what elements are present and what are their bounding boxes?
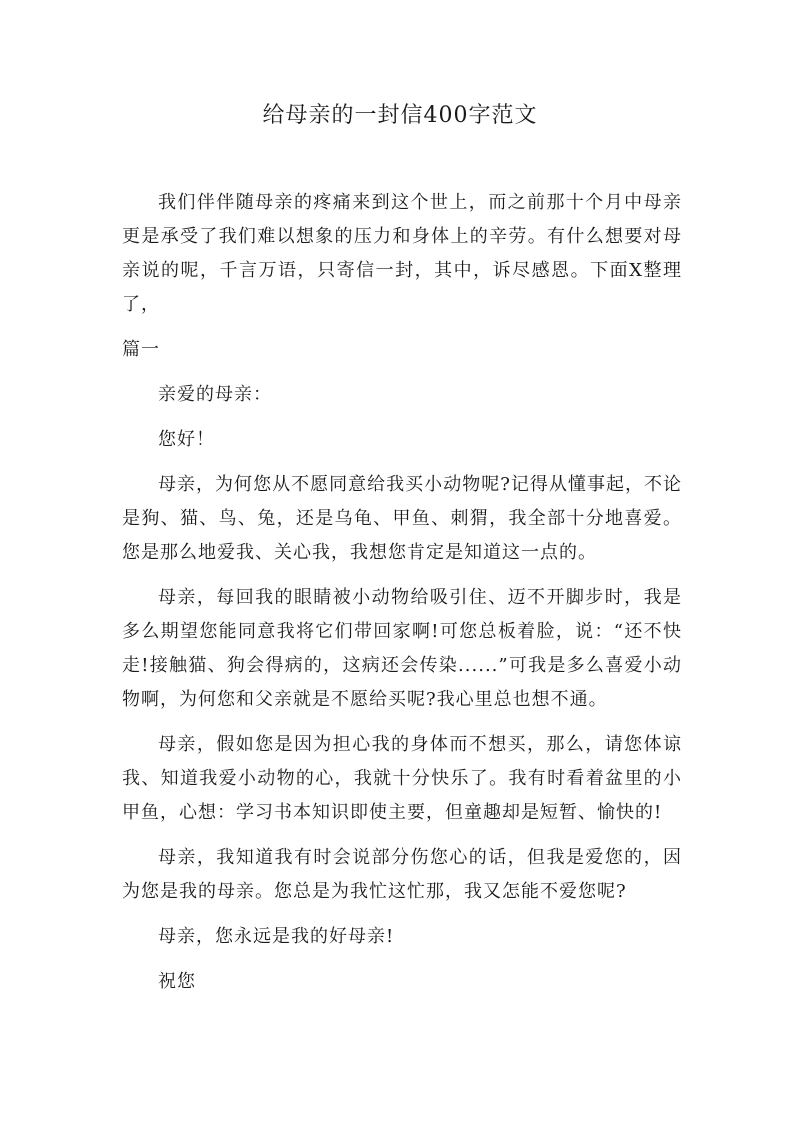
letter-paragraph: 母亲，假如您是因为担心我的身体而不想买，那么，请您体谅我、知道我爱小动物的心，我就十分快乐了。我有时看着盆里的小甲鱼，心想：学习书本知识即使主要，但童趣却是短暂、愉快的! — [122, 734, 682, 823]
letter-paragraph: 母亲，为何您从不愿同意给我买小动物呢?记得从懂事起，不论是狗、猫、鸟、兔，还是乌龟、甲鱼、刺猬，我全部十分地喜爱。您是那么地爱我、关心我，我想您肯定是知道这一点的。 — [122, 474, 682, 563]
salutation: 亲爱的母亲： — [158, 384, 272, 405]
letter-paragraph: 母亲，您永远是我的好母亲! — [158, 926, 395, 947]
greeting: 您好！ — [158, 429, 215, 450]
closing-wish: 祝您 — [158, 971, 196, 992]
letter-paragraph: 母亲，我知道我有时会说部分伤您心的话，但我是爱您的，因为您是我的母亲。您总是为我忙这忙那，我又怎能不爱您呢? — [122, 847, 682, 902]
document-body — [122, 186, 682, 1010]
letter-paragraph: 母亲，每回我的眼睛被小动物给吸引住、迈不开脚步时，我是多么期望您能同意我将它们带回家啊!可您总板着脸，说：“还不快走!接触猫、狗会得病的，这病还会传染......”可我是多么喜爱小动物啊，为何您和父亲就是不愿给买呢?我心里总也想不通。 — [122, 587, 682, 710]
section-heading: 篇一 — [122, 339, 160, 360]
document-title: 给母亲的一封信400字范文 — [262, 103, 538, 128]
intro-paragraph: 我们伴伴随母亲的疼痛来到这个世上，而之前那十个月中母亲更是承受了我们难以想象的压力和身体上的辛劳。有什么想要对母亲说的呢，千言万语，只寄信一封，其中，诉尽感恩。下面X整理了， — [122, 192, 682, 315]
